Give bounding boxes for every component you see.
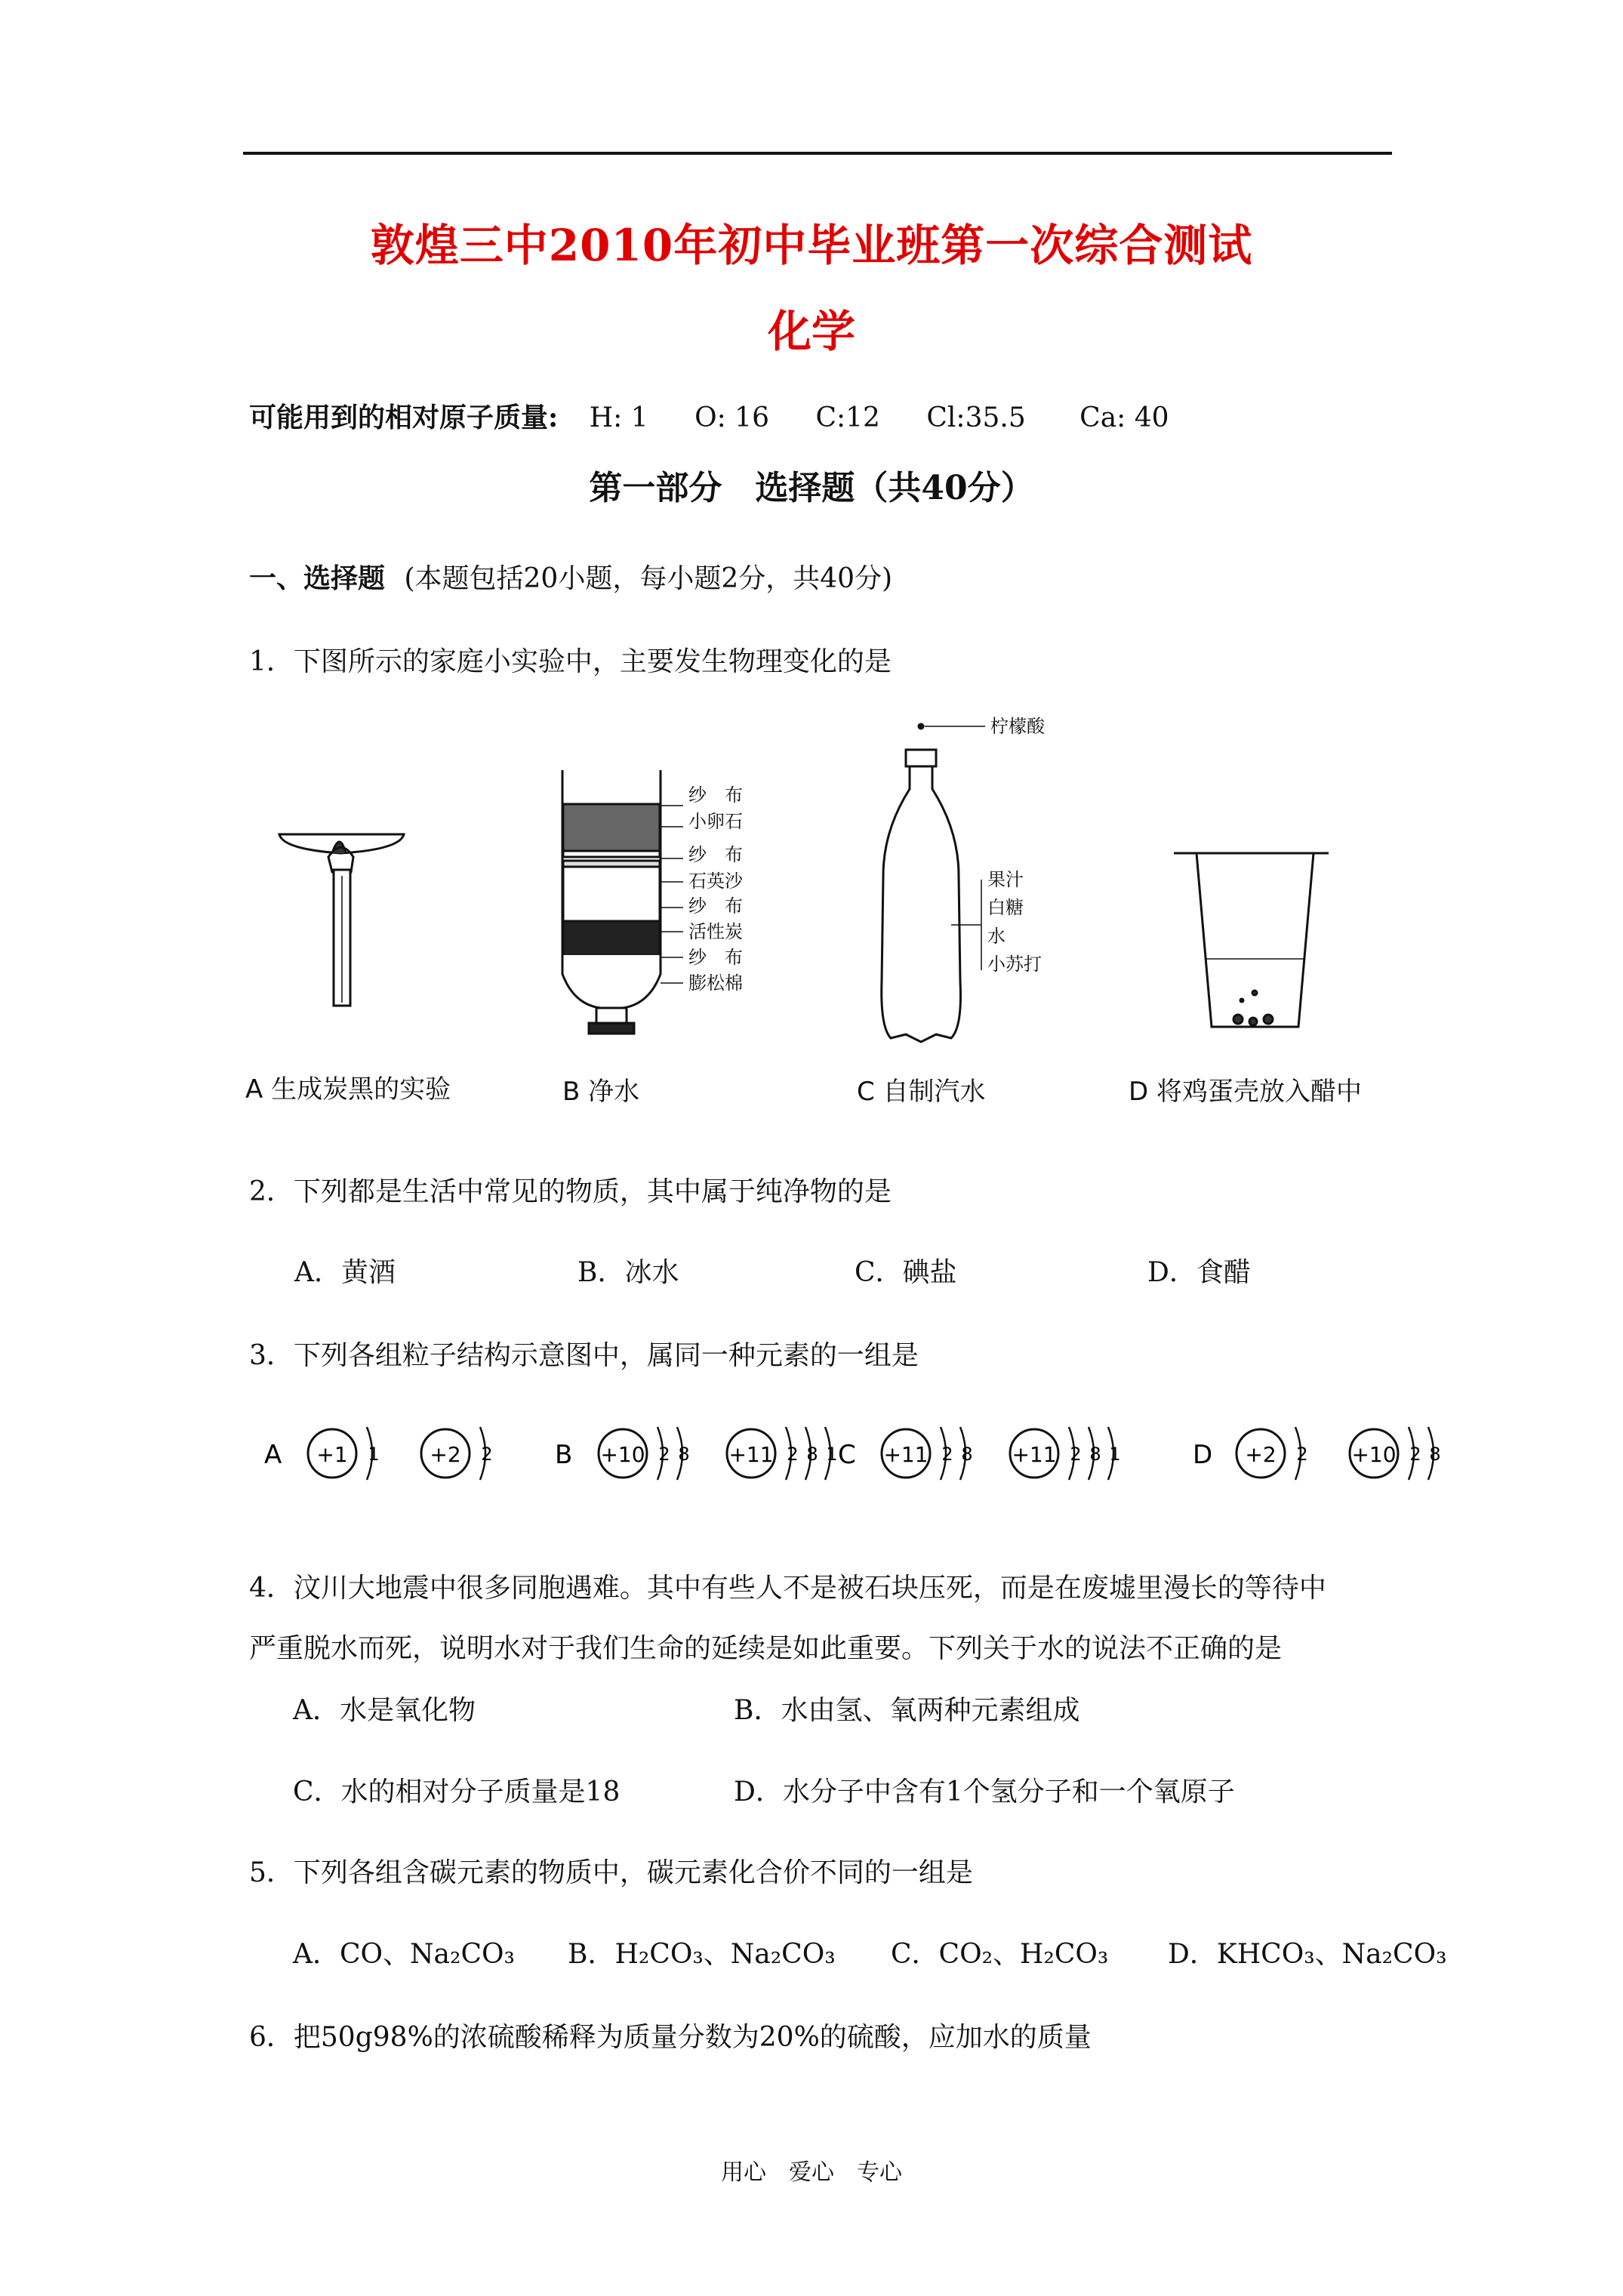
q4-option-d: D．水分子中含有1个氢分子和一个氧原子: [734, 1777, 1235, 1808]
electron-count: 8: [806, 1444, 818, 1465]
q3-group-letter: B: [555, 1440, 573, 1470]
nucleus-charge: +1: [316, 1442, 348, 1467]
filter-label-8: 膨松棉: [688, 972, 743, 994]
nucleus-charge: +2: [1245, 1442, 1277, 1467]
section-title: 第一部分 选择题（共40分）: [589, 469, 1034, 507]
q1-stem: 1．下图所示的家庭小实验中，主要发生物理变化的是: [249, 646, 892, 677]
q4-stem-line1: 4．汶川大地震中很多同胞遇难。其中有些人不是被石块压死，而是在废墟里漫长的等待中: [249, 1573, 1326, 1604]
filter-label-6: 活性炭: [688, 921, 743, 942]
electron-count: 1: [826, 1444, 838, 1465]
exam-title: 敦煌三中2010年初中毕业班第一次综合测试: [370, 220, 1253, 271]
filter-label-1: 纱 布: [688, 784, 743, 806]
page-footer: 用心 爱心 专心: [721, 2159, 902, 2186]
atomic-mass-cl: Cl:35.5: [926, 402, 1026, 433]
q2-option-a: A．黄酒: [294, 1257, 396, 1288]
filter-label-3: 纱 布: [688, 844, 743, 865]
atomic-mass-o: O: 16: [694, 402, 769, 433]
atomic-mass-label: 可能用到的相对原子质量:: [249, 402, 559, 433]
bottle-label-sugar: 白糖: [987, 897, 1024, 918]
electron-count: 2: [481, 1444, 493, 1465]
nucleus-charge: +11: [883, 1442, 929, 1467]
electron-count: 1: [1109, 1444, 1121, 1465]
electron-count: 8: [1089, 1444, 1101, 1465]
electron-count: 2: [1296, 1444, 1308, 1465]
nucleus-charge: +10: [1351, 1442, 1397, 1467]
q1-caption-c: C 自制汽水: [857, 1077, 986, 1107]
q1-caption-a: A 生成炭黑的实验: [245, 1074, 451, 1105]
nucleus-charge: +2: [430, 1442, 461, 1467]
filter-label-5: 纱 布: [688, 895, 743, 917]
q6-stem: 6．把50g98%的浓硫酸稀释为质量分数为20%的硫酸，应加水的质量: [249, 2022, 1092, 2053]
q2-option-c: C．碘盐: [855, 1257, 957, 1288]
electron-count: 2: [1070, 1444, 1082, 1465]
nucleus-charge: +11: [1012, 1442, 1057, 1467]
q4-option-a: A．水是氧化物: [293, 1695, 476, 1726]
q4-option-c: C．水的相对分子质量是18: [293, 1777, 621, 1808]
atomic-mass-c: C:12: [815, 402, 880, 433]
electron-count: 8: [961, 1444, 973, 1465]
bottle-label-juice: 果汁: [987, 869, 1024, 890]
section-intro: [249, 557, 892, 596]
filter-label-4: 石英沙: [688, 871, 743, 892]
subject-title: 化学: [767, 306, 855, 357]
q4-stem-line2: 严重脱水而死，说明水对于我们生命的延续是如此重要。下列关于水的说法不正确的是: [249, 1633, 1283, 1664]
q2-option-b: B．冰水: [577, 1257, 679, 1288]
q3-group-letter: D: [1193, 1440, 1213, 1470]
q3-figure: [249, 1404, 1457, 1502]
filter-label-2: 小卵石: [688, 811, 743, 832]
atomic-mass-h: H: 1: [589, 402, 648, 433]
electron-count: 1: [368, 1444, 380, 1465]
electron-count: 2: [658, 1444, 670, 1465]
section-intro-label: 一、选择题: [249, 562, 386, 594]
q5-option-d: D．KHCO₃、Na₂CO₃: [1168, 1939, 1447, 1970]
beaker-illustration: [1174, 853, 1329, 1027]
filter-label-7: 纱 布: [688, 947, 743, 968]
q5-stem: 5．下列各组含碳元素的物质中，碳元素化合价不同的一组是: [249, 1857, 973, 1888]
header-rule: [243, 152, 1392, 155]
bottle-label-soda: 小苏打: [987, 954, 1042, 975]
q2-stem: 2．下列都是生活中常见的物质，其中属于纯净物的是: [249, 1176, 892, 1207]
bottle-label-water: 水: [987, 926, 1006, 947]
soda-bottle-illustration: [882, 724, 985, 1042]
electron-count: 8: [678, 1444, 690, 1465]
nucleus-charge: +10: [600, 1442, 645, 1467]
electron-count: 2: [1409, 1444, 1421, 1465]
q5-option-a: A．CO、Na₂CO₃: [293, 1939, 515, 1970]
nucleus-charge: +11: [728, 1442, 774, 1467]
q1-caption-d: D 将鸡蛋壳放入醋中: [1129, 1077, 1362, 1107]
electron-count: 2: [787, 1444, 799, 1465]
q4-option-b: B．水由氢、氧两种元素组成: [734, 1695, 1080, 1726]
bottle-label-citric: 柠檬酸: [990, 716, 1045, 737]
q3-group-letter: A: [264, 1440, 282, 1470]
q5-option-b: B．H₂CO₃、Na₂CO₃: [568, 1939, 836, 1970]
water-filter-illustration: [562, 770, 683, 1034]
q3-stem: 3．下列各组粒子结构示意图中，属同一种元素的一组是: [249, 1340, 919, 1371]
q1-caption-b: B 净水: [562, 1077, 640, 1107]
q1-figure: [226, 702, 1449, 1072]
candle-plate-illustration: [279, 834, 404, 1006]
atomic-mass-line: [249, 396, 1169, 435]
electron-count: 2: [941, 1444, 953, 1465]
section-intro-text: (本题包括20小题，每小题2分，共40分): [404, 563, 893, 594]
q3-group-letter: C: [838, 1440, 856, 1470]
electron-count: 8: [1429, 1444, 1441, 1465]
atomic-mass-ca: Ca: 40: [1079, 402, 1169, 433]
q2-option-d: D．食醋: [1147, 1257, 1251, 1288]
q5-option-c: C．CO₂、H₂CO₃: [891, 1939, 1109, 1970]
